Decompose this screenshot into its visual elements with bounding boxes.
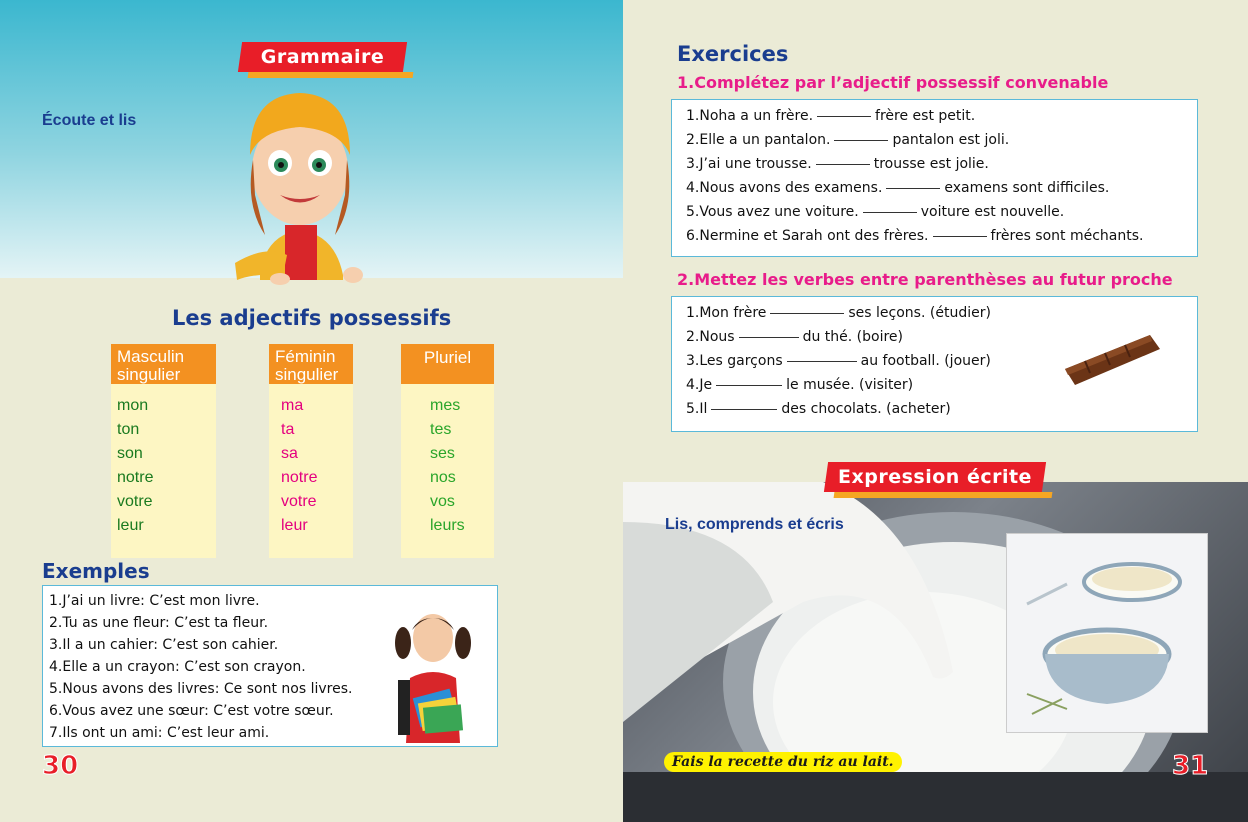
word: vos — [430, 493, 455, 510]
exercise-line: 5.Il des chocolats. (acheter) — [686, 401, 951, 417]
word: sa — [281, 445, 298, 462]
page-number-right: 31 — [1172, 751, 1209, 781]
exercise-line: 1.Mon frère ses leçons. (étudier) — [686, 305, 991, 321]
example-line: 2.Tu as une fleur: C’est ta fleur. — [49, 615, 269, 631]
exercise-1-box — [671, 99, 1198, 257]
exercise-line: 5.Vous avez une voiture. voiture est nouvelle. — [686, 204, 1065, 220]
example-line: 5.Nous avons des livres: Ce sont nos livres. — [49, 681, 353, 697]
word: tes — [430, 421, 452, 438]
expression-banner: Expression écrite — [826, 462, 1044, 496]
exercise-line: 1.Noha a un frère. frère est petit. — [686, 108, 976, 124]
grammaire-banner: Grammaire — [240, 42, 405, 76]
cartoon-girl-illustration — [225, 85, 375, 295]
word: votre — [281, 493, 317, 510]
example-line: 4.Elle a un crayon: C’est son crayon. — [49, 659, 306, 675]
word: mon — [117, 397, 149, 414]
word: leur — [281, 517, 308, 534]
examples-title: Exemples — [42, 559, 150, 583]
examples-box — [42, 585, 498, 747]
exercise-line: 6.Nermine et Sarah ont des frères. frères sont méchants. — [686, 228, 1144, 244]
schoolgirl-photo — [388, 608, 478, 743]
exercise-line: 4.Je le musée. (visiter) — [686, 377, 914, 393]
exercise-line: 2.Nous du thé. (boire) — [686, 329, 903, 345]
exercise-line: 3.J’ai une trousse. trousse est jolie. — [686, 156, 989, 172]
chocolate-bar-illustration — [1060, 329, 1165, 391]
read-label: Lis, comprends et écris — [665, 516, 844, 533]
column-header: Pluriel — [401, 344, 494, 384]
exercise-line: 3.Les garçons au football. (jouer) — [686, 353, 991, 369]
word: notre — [117, 469, 154, 486]
word: leurs — [430, 517, 465, 534]
column-masculin — [111, 344, 216, 558]
word: notre — [281, 469, 318, 486]
recipe-label: Fais la recette du riz au lait. — [664, 752, 902, 772]
rice-bowls-photo — [1006, 533, 1208, 733]
exercise-line: 2.Elle a un pantalon. pantalon est joli. — [686, 132, 1010, 148]
column-header: Masculin singulier — [111, 344, 216, 384]
column-feminin — [269, 344, 353, 558]
word: ta — [281, 421, 295, 438]
column-pluriel — [401, 344, 494, 558]
word: ses — [430, 445, 455, 462]
exercise-2-title: 2.Mettez les verbes entre parenthèses au futur proche — [677, 270, 1173, 289]
word: ton — [117, 421, 140, 438]
table-title: Les adjectifs possessifs — [172, 306, 452, 330]
word: mes — [430, 397, 461, 414]
exercise-2-box — [671, 296, 1198, 432]
rice-bowls-illustration — [1007, 534, 1207, 732]
example-line: 1.J’ai un livre: C’est mon livre. — [49, 593, 260, 609]
exercise-1-title: 1.Complétez par l’adjectif possessif convenable — [677, 73, 1109, 92]
listen-label: Écoute et lis — [42, 112, 137, 129]
word: nos — [430, 469, 456, 486]
column-header: Féminin singulier — [269, 344, 353, 384]
word: ma — [281, 397, 304, 414]
page-number-left: 30 — [42, 751, 79, 781]
example-line: 3.Il a un cahier: C’est son cahier. — [49, 637, 279, 653]
example-line: 6.Vous avez une sœur: C’est votre sœur. — [49, 703, 334, 719]
word: votre — [117, 493, 153, 510]
word: son — [117, 445, 143, 462]
exercices-title: Exercices — [677, 42, 789, 66]
example-line: 7.Ils ont un ami: C’est leur ami. — [49, 725, 270, 741]
exercise-line: 4.Nous avons des examens. examens sont difficiles. — [686, 180, 1110, 196]
word: leur — [117, 517, 144, 534]
